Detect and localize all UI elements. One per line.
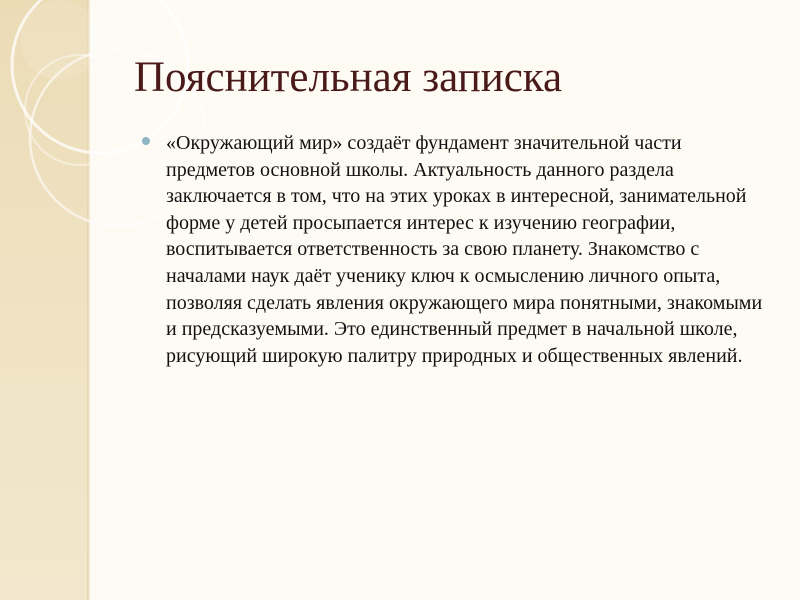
bullet-dot-icon [142,137,150,145]
bullet-item [134,130,774,369]
bullet-text: «Окружающий мир» создаёт фундамент значительной части предметов основной школы. Актуальность данного раздела заключается в том, что на этих уроках в интересной, занимательной форме у детей просыпается интерес к изучению географии, воспитывается ответственность за свою планету. Знакомство с началами наук даёт ученику ключ к осмыслению личного опыта, позволяя сделать явления окружающего мира понятными, знакомыми и предсказуемыми. Это единственный предмет в начальной школе, рисующий широкую палитру природных и общественных явлений. [166,132,763,367]
bullet-list [134,130,774,369]
slide-title: Пояснительная записка [134,54,563,101]
